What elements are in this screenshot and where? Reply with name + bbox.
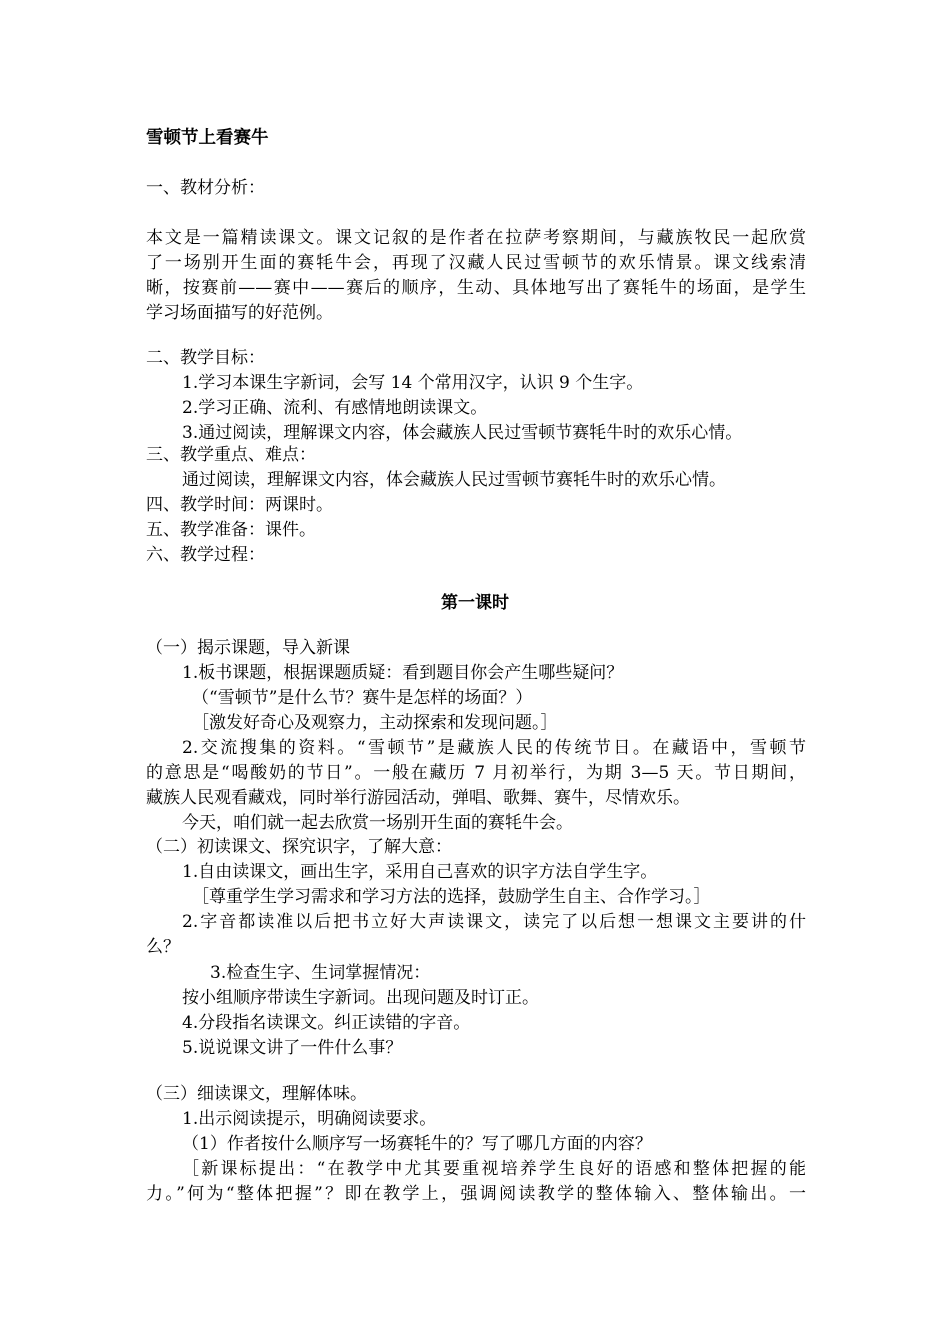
section-process: 六、教学过程： — [146, 545, 265, 565]
list-item: 1.出示阅读提示，明确阅读要求。 — [182, 1109, 437, 1129]
document-title: 雪顿节上看赛牛 — [146, 128, 269, 148]
goal-item: 1.学习本课生字新词，会写 14 个常用汉字，认识 9 个生字。 — [182, 373, 644, 393]
paragraph-line: 晰，按赛前——赛中——赛后的顺序，生动、具体地写出了赛牦牛的场面，是学生 — [146, 278, 806, 298]
part-heading-2: （二）初读课文、探究识字，了解大意： — [146, 837, 452, 857]
paragraph-line: 的意思是“喝酸奶的节日”。一般在藏历 7 月初举行，为期 3—5 天。节日期间， — [146, 763, 806, 783]
list-item: 2.字音都读准以后把书立好大声读课文，读完了以后想一想课文主要讲的什 — [182, 912, 806, 932]
question-line: （“雪顿节”是什么节？赛牛是怎样的场面？） — [192, 688, 533, 708]
list-item: 3.检查生字、生词掌握情况： — [210, 963, 431, 983]
list-item: 4.分段指名读课文。纠正读错的字音。 — [182, 1013, 471, 1033]
lesson-title: 第一课时 — [441, 593, 509, 613]
part-heading-3: （三）细读课文，理解体味。 — [146, 1084, 367, 1104]
section-heading-analysis: 一、教材分析： — [146, 178, 265, 198]
list-item: 1.板书课题，根据课题质疑：看到题目你会产生哪些疑问？ — [182, 663, 624, 683]
section-heading-goals: 二、教学目标： — [146, 348, 265, 368]
list-item: 2.交流搜集的资料。“雪顿节”是藏族人民的传统节日。在藏语中，雪顿节 — [182, 738, 806, 758]
annotation-note: ［激发好奇心及观察力，主动探索和发现问题。］ — [192, 713, 558, 733]
annotation-note: ［尊重学生学习需求和学习方法的选择，鼓励学生自主、合作学习。］ — [192, 887, 711, 907]
paragraph-line: 按小组顺序带读生字新词。出现问题及时订正。 — [182, 988, 539, 1008]
annotation-note: ［新课标提出：“在教学中尤其要重视培养学生良好的语感和整体把握的能 — [182, 1159, 806, 1179]
paragraph-line: 了一场别开生面的赛牦牛会，再现了汉藏人民过雪顿节的欢乐情景。课文线索清 — [146, 253, 806, 273]
paragraph-line: 学习场面描写的好范例。 — [146, 303, 333, 323]
annotation-note: 力。”何为“整体把握”？即在教学上，强调阅读教学的整体输入、整体输出。一 — [146, 1184, 806, 1204]
goal-item: 3.通过阅读，理解课文内容，体会藏族人民过雪顿节赛牦牛时的欢乐心情。 — [182, 423, 743, 443]
question-line: （1）作者按什么顺序写一场赛牦牛的？写了哪几方面的内容？ — [182, 1134, 652, 1154]
paragraph-line: 么？ — [146, 937, 180, 957]
paragraph-line: 本文是一篇精读课文。课文记叙的是作者在拉萨考察期间，与藏族牧民一起欣赏 — [146, 228, 806, 248]
list-item: 5.说说课文讲了一件什么事？ — [182, 1038, 403, 1058]
part-heading-1: （一）揭示课题，导入新课 — [146, 638, 350, 658]
paragraph-line: 今天，咱们就一起去欣赏一场别开生面的赛牦牛会。 — [182, 813, 573, 833]
focus-text: 通过阅读，理解课文内容，体会藏族人民过雪顿节赛牦牛时的欢乐心情。 — [182, 470, 726, 490]
section-heading-focus: 三、教学重点、难点： — [146, 445, 316, 465]
paragraph-line: 藏族人民观看藏戏，同时举行游园活动，弹唱、歌舞、赛牛，尽情欢乐。 — [146, 788, 690, 808]
section-prep: 五、教学准备：课件。 — [146, 520, 316, 540]
list-item: 1.自由读课文，画出生字，采用自己喜欢的识字方法自学生字。 — [182, 862, 658, 882]
goal-item: 2.学习正确、流利、有感情地朗读课文。 — [182, 398, 488, 418]
section-time: 四、教学时间：两课时。 — [146, 495, 333, 515]
